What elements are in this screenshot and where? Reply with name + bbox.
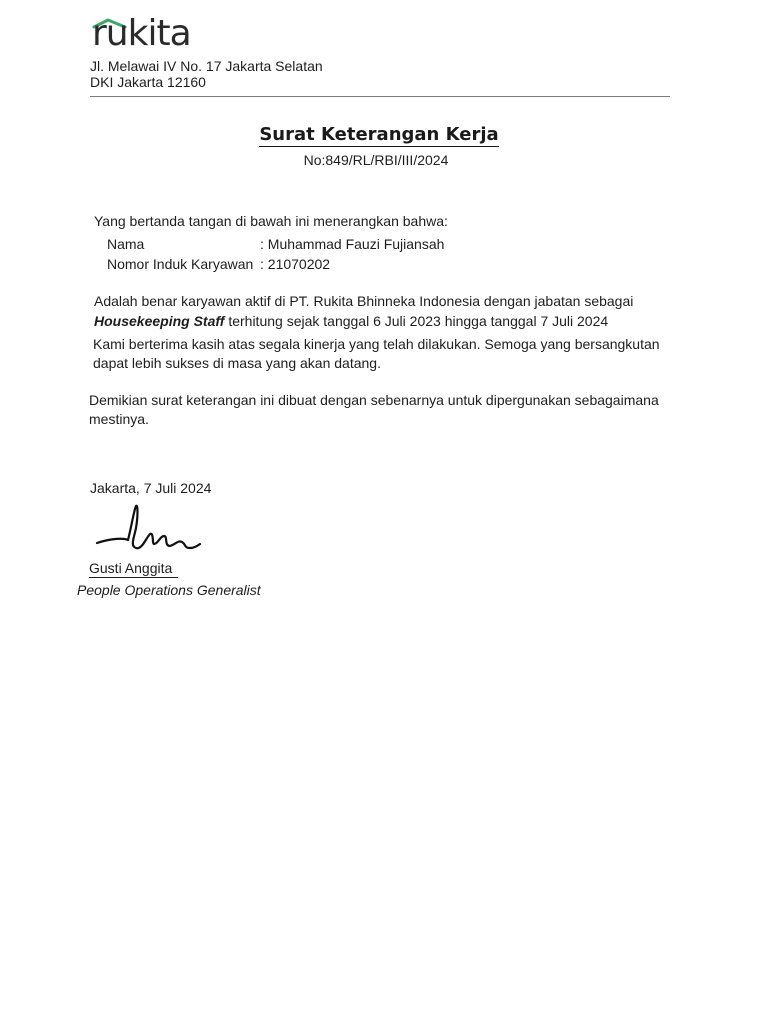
signer-role: People Operations Generalist [77,582,261,598]
field-value-employee-id: : 21070202 [260,256,331,272]
document-number: No:849/RL/RBI/III/2024 [303,152,449,168]
logo-text: rukita [92,13,191,54]
handwritten-signature [94,498,204,554]
closing-line-1: Demikian surat keterangan ini dibuat dengan sebenarnya untuk dipergunakan sebagaimana [89,392,659,408]
job-position: Housekeeping Staff [94,313,225,329]
field-label-employee-id: Nomor Induk Karyawan [107,256,254,272]
document-title: Surat Keterangan Kerja [259,124,499,145]
place-date: Jakarta, 7 Juli 2024 [90,480,212,496]
field-value-name: : Muhammad Fauzi Fujiansah [260,236,445,252]
field-label-name: Nama [107,236,145,252]
paragraph-thanks-line-1: Kami berterima kasih atas segala kinerja yang telah dilakukan. Semoga yang bersangkutan [93,336,660,352]
employment-period: terhitung sejak tanggal 6 Juli 2023 hingga tanggal 7 Juli 2024 [224,313,609,329]
header-divider [90,96,670,97]
paragraph-employment-line-1: Adalah benar karyawan aktif di PT. Rukita Bhinneka Indonesia dengan jabatan sebagai [94,293,634,309]
address-line-1: Jl. Melawai IV No. 17 Jakarta Selatan [90,58,323,74]
paragraph-employment-line-2 [94,312,608,330]
paragraph-thanks-line-2: dapat lebih sukses di masa yang akan datang. [93,355,381,371]
signer-name: Gusti Anggita [89,559,178,578]
intro-text: Yang bertanda tangan di bawah ini menerangkan bahwa: [94,213,448,229]
closing-line-2: mestinya. [89,411,149,427]
address-line-2: DKI Jakarta 12160 [90,74,206,90]
company-logo [91,13,195,56]
